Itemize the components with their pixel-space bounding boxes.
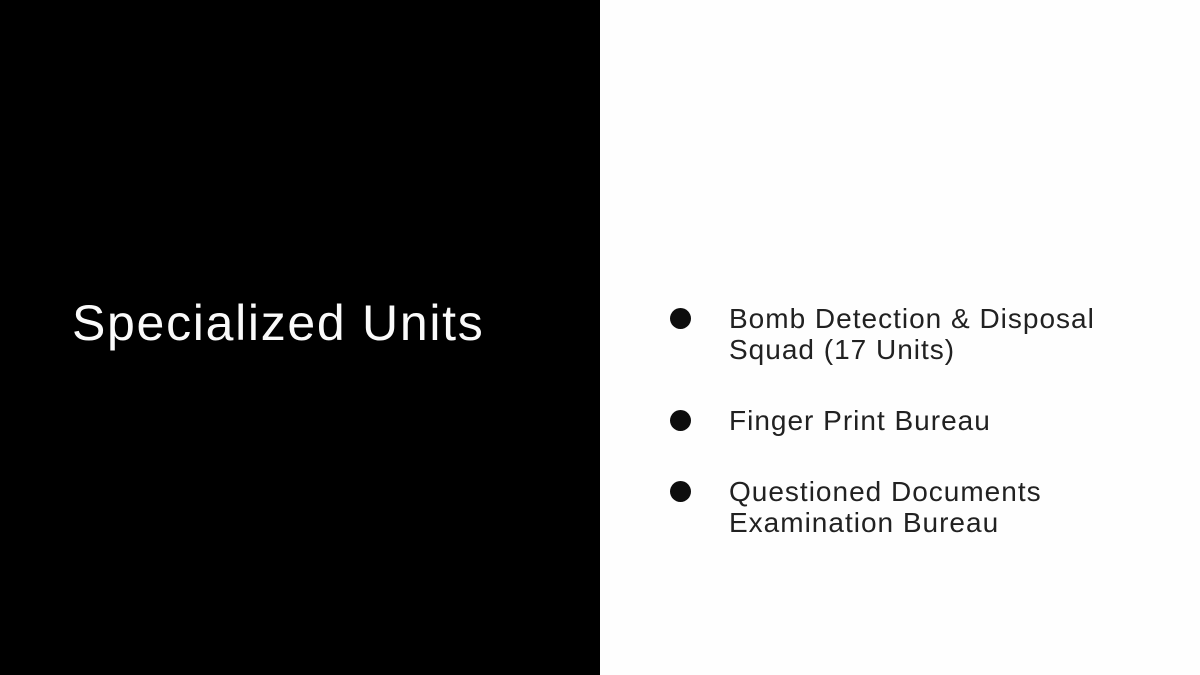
- bullet-icon: [670, 481, 691, 502]
- bullet-icon: [670, 410, 691, 431]
- bullet-list: [670, 303, 1130, 578]
- bullet-text: Bomb Detection & Disposal Squad (17 Units): [729, 303, 1095, 365]
- bullet-text: Questioned Documents Examination Bureau: [729, 476, 1042, 538]
- list-item: [670, 303, 1130, 365]
- list-item: [670, 405, 1130, 436]
- slide-title: Specialized Units: [72, 295, 485, 351]
- bullet-text: Finger Print Bureau: [729, 405, 991, 436]
- content-panel: [600, 0, 1200, 675]
- list-item: [670, 476, 1130, 538]
- bullet-icon: [670, 308, 691, 329]
